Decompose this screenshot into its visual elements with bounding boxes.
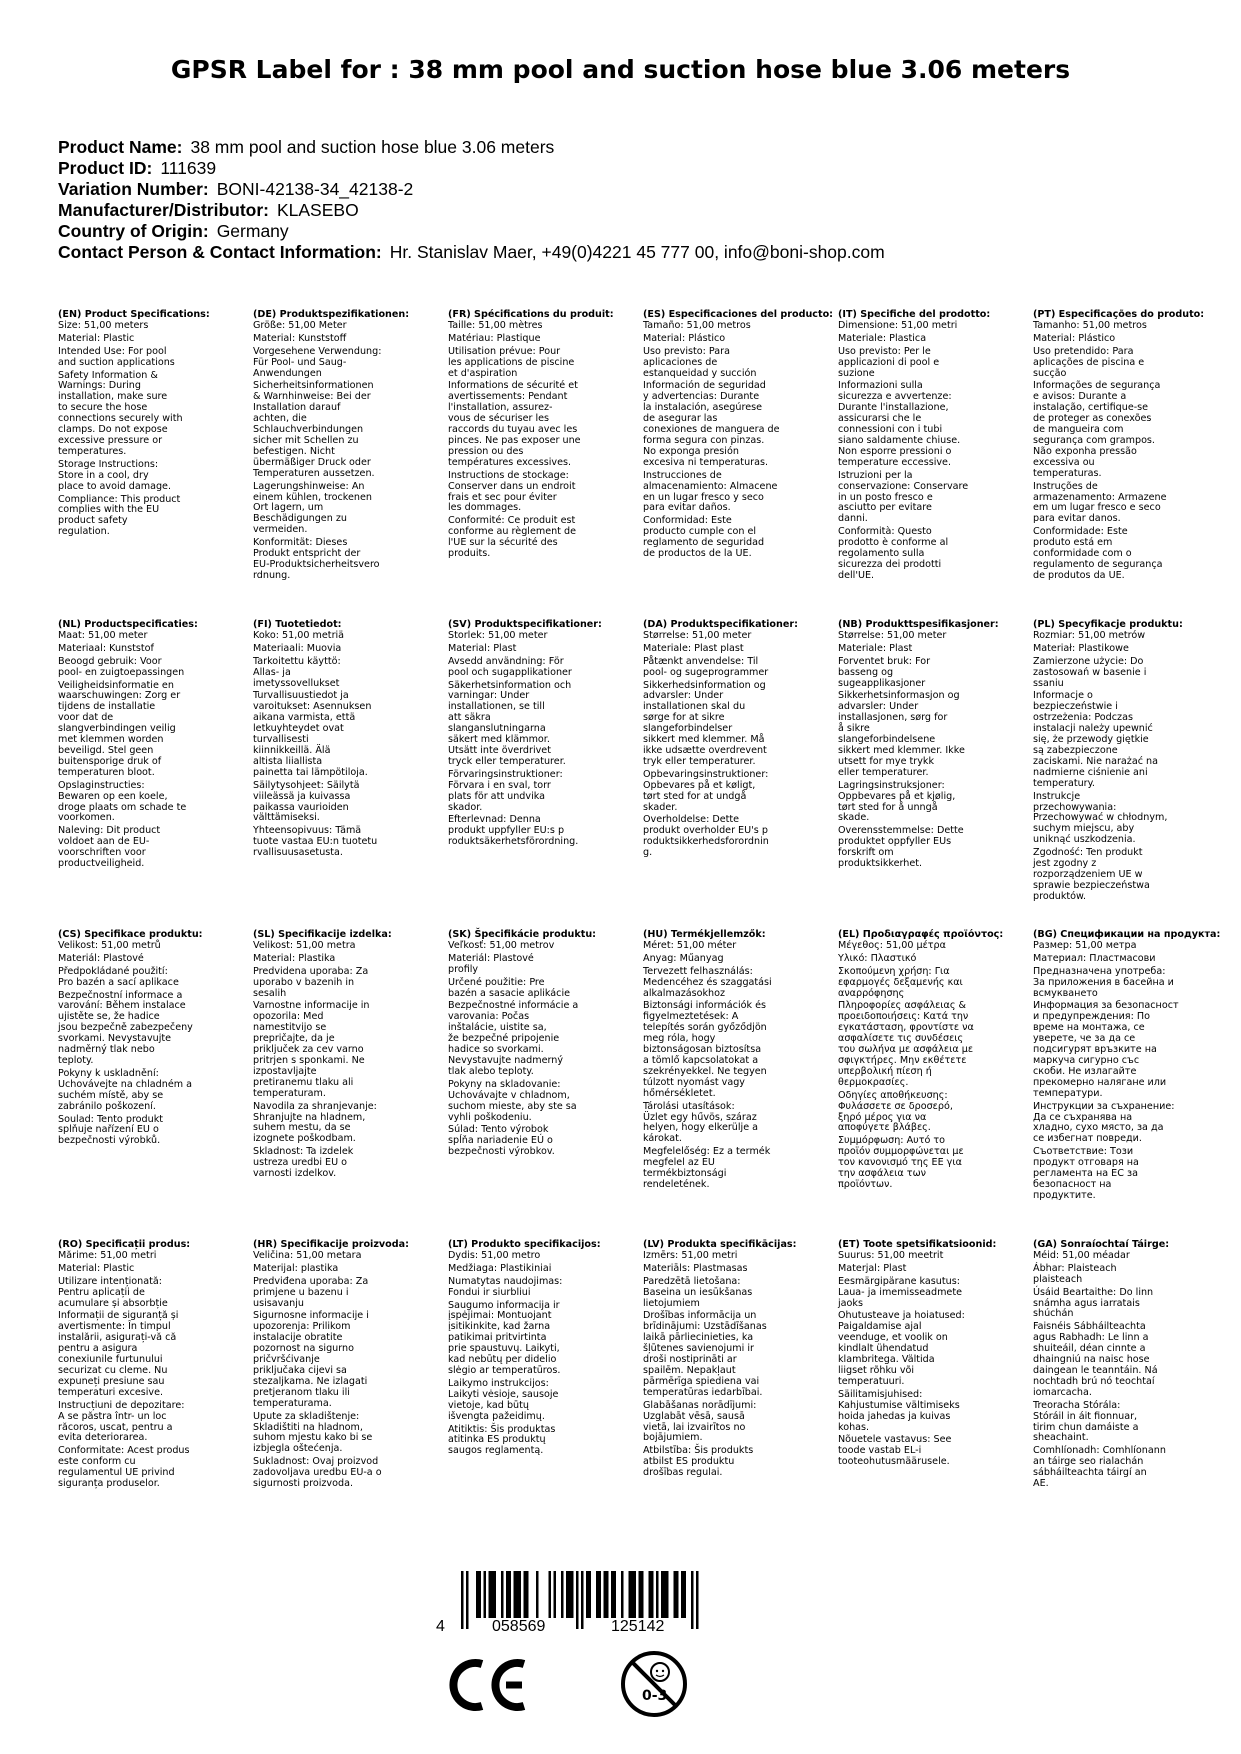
spec-line: Bezpečnostní informace a varování: Během instalace ujistěte se, že hadice jsou bezpečně zabezpečeny svorkami. Nevystavujte nadměrný tlak nebo teploty.	[58, 989, 193, 1066]
spec-line: Vorgesehene Verwendung: Für Pool- und Saug- Anwendungen	[253, 345, 382, 379]
spec-line: Size: 51,00 meters	[58, 319, 149, 331]
barcode-bar	[649, 1571, 652, 1618]
spec-line: Tervezett felhasználás: Medencéhez és szaggatási alkalmazásokhoz	[643, 965, 772, 999]
spec-line: Overensstemmelse: Dette produktet oppfyller EUs forskrift om produktsikkerhet.	[838, 825, 964, 870]
spec-line: Material: Plástico	[1033, 332, 1116, 344]
spec-line: Velikost: 51,00 metrů	[58, 939, 161, 951]
spec-heading: (RO) Specificații produs:	[58, 1239, 191, 1250]
barcode-bar	[549, 1571, 552, 1618]
spec-line: Förvaringsinstruktioner: Förvara i en sval, torr plats för att undvika skador.	[448, 768, 563, 813]
spec-line: Predvidena uporaba: Za uporabo v bazenih in sesalih	[253, 965, 369, 999]
spec-block	[253, 310, 443, 584]
barcode-bar	[569, 1571, 572, 1618]
spec-line: Uso previsto: Para aplicaciones de estanqueidad y succión	[643, 345, 757, 379]
spec-block	[838, 310, 1028, 584]
spec-line: Dimensione: 51,00 metri	[838, 319, 958, 331]
spec-line: Conformità: Questo prodotto è conforme al regolamento sulla sicurezza dei prodotti dell'UE.	[838, 526, 949, 581]
spec-heading: (HU) Termékjellemzők:	[643, 929, 766, 940]
spec-line: Veľkosť: 51,00 metrov	[448, 939, 555, 951]
spec-line: Sikkerhedsinformation og advarsler: Under installationen skal du sørge for at sikre slangeforbindelser sikkert med klemmer. Må ikke udsætte overdrevent tryk eller temperaturer.	[643, 679, 767, 767]
spec-line: Informações de segurança e avisos: Durante a instalação, certifique-se de proteger as conexões de mangueira com segurança com grampos. Não exponha pressão excessiva ou temperaturas.	[1033, 380, 1161, 479]
spec-line: Turvallisuustiedot ja varoitukset: Asennuksen aikana varmista, että letkuyhteydet ovat turvallisesti kiinnikkeillä. Älä altista liiallista painetta tai lämpötiloja.	[253, 690, 372, 778]
spec-line: Materiál: Plastové profily	[448, 952, 534, 975]
spec-line: Conformidad: Este producto cumple con el reglamento de seguridad de productos de la UE.	[643, 515, 765, 560]
spec-heading: (HR) Specifikacije proizvoda:	[253, 1239, 409, 1250]
barcode-bar	[661, 1571, 664, 1618]
country-of-origin-row	[58, 221, 1188, 242]
spec-line: Pokyny k uskladnění: Uchovávejte na chladném a suchém místě, aby se zabránilo poškození.	[58, 1067, 193, 1112]
spec-heading: (SV) Produktspecifikationer:	[448, 619, 602, 630]
page-title: GPSR Label for : 38 mm pool and suction hose blue 3.06 meters	[170, 55, 1071, 84]
spec-line: Sigurnosne informacije i upozorenja: Prilikom instalacije obratite pozornost na sigurno pričvršćivanje priključaka cijevi sa stezaljkama. Ne izlagati pretjeranom tlaku ili temperaturama.	[253, 1310, 369, 1409]
barcode-bar	[691, 1571, 694, 1629]
spec-line: Upute za skladištenje: Skladištiti na hladnom, suhom mjestu kako bi se izbjegla oštećenja.	[253, 1410, 373, 1455]
spec-line: Sukladnost: Ovaj proizvod zadovoljava uredbu EU-a o sigurnosti proizvoda.	[253, 1456, 382, 1490]
spec-line: Navodila za shranjevanje: Shranjujte na hladnem, suhem mestu, da se izognete poškodbam.	[253, 1100, 377, 1145]
barcode-bar	[629, 1571, 632, 1618]
barcode-bar	[491, 1571, 494, 1618]
spec-line: Инструкции за съхранение: Да се съхранява на хладно, сухо място, за да се избегнат повреди.	[1033, 1100, 1175, 1145]
spec-line: Opslaginstructies: Bewaren op een koele, droge plaats om schade te voorkomen.	[58, 779, 187, 824]
barcode-bar	[561, 1571, 564, 1618]
barcode-bar	[466, 1571, 469, 1629]
spec-line: Μέγεθος: 51,00 μέτρα	[838, 939, 946, 951]
ce-mark-icon	[448, 1656, 530, 1714]
spec-block	[838, 1240, 1028, 1470]
spec-line: Avsedd användning: För pool och sugapplikationer	[448, 655, 572, 678]
contact-row	[58, 242, 1188, 263]
spec-heading: (SK) Špecifikácie produktu:	[448, 929, 597, 940]
barcode-bar	[596, 1571, 599, 1618]
spec-block	[58, 620, 248, 872]
spec-line: Materiál: Plastové	[58, 952, 144, 964]
manufacturer-row	[58, 200, 1188, 221]
info-value: KLASEBO	[276, 200, 359, 220]
spec-block	[643, 1240, 833, 1481]
barcode-bar	[526, 1571, 529, 1618]
spec-line: Informazioni sulla sicurezza e avvertenze: Durante l'installazione, assicurarsi che le connessioni con i tubi siano saldamente chiuse. Non esporre pressioni o temperature eccessive.	[838, 380, 961, 468]
barcode-bar	[571, 1571, 574, 1618]
product-id-row	[58, 158, 1188, 179]
barcode-bar	[516, 1571, 519, 1618]
spec-heading: (LV) Produkta specifikācijas:	[643, 1239, 797, 1250]
spec-line: Glabāšanas norādījumi: Uzglabāt vēsā, sausā vietā, lai izvairītos no bojājumiem.	[643, 1399, 757, 1444]
barcode-first-digit: 4	[436, 1618, 445, 1635]
spec-block	[253, 930, 443, 1182]
spec-line: Úsáid Beartaithe: Do linn snámha agus iarratais shúchán	[1033, 1286, 1154, 1320]
barcode-bar	[606, 1571, 609, 1618]
spec-line: Информация за безопасност и предупреждения: По време на монтажа, се уверете, че за да се подсигурят връзките на маркуча сигурно със скоби. Не излагайте прекомерно налягане или температури.	[1033, 1000, 1179, 1099]
spec-line: Forventet bruk: For basseng og sugeapplikasjoner	[838, 655, 931, 689]
spec-line: Matériau: Plastique	[448, 332, 541, 344]
spec-line: Istruzioni per la conservazione: Conservare in un posto fresco e asciutto per evitare danni.	[838, 469, 969, 525]
barcode-bar	[484, 1571, 487, 1618]
spec-line: Opbevaringsinstruktioner: Opbevares på et køligt, tørt sted for at undgå skader.	[643, 768, 769, 813]
spec-line: Beoogd gebruik: Voor pool- en zuigtoepassingen	[58, 655, 185, 678]
spec-line: Información de seguridad y advertencias: Durante la instalación, asegúrese de asegurar las conexiones de manguera de forma segura con pinzas. No exponga presión excesiva ni temperaturas.	[643, 380, 780, 468]
spec-heading: (ET) Toote spetsifikatsioonid:	[838, 1239, 997, 1250]
spec-heading: (CS) Specifikace produktu:	[58, 929, 203, 940]
spec-line: Tarkoitettu käyttö: Allas- ja imetyssovellukset	[253, 655, 341, 689]
spec-line: Conformitate: Acest produs este conform cu regulamentul UE privind siguranța produselor.	[58, 1445, 190, 1490]
spec-line: Størrelse: 51,00 meter	[838, 629, 947, 641]
barcode-bar	[524, 1571, 527, 1618]
spec-line: Instruções de armazenamento: Armazene em um lugar fresco e seco para evitar danos.	[1033, 480, 1167, 525]
barcode-bar	[639, 1571, 642, 1618]
spec-line: Материал: Пластмасови	[1033, 952, 1156, 964]
spec-line: Dydis: 51,00 metro	[448, 1249, 541, 1261]
info-value: Germany	[216, 221, 289, 241]
info-label: Product Name:	[58, 137, 183, 157]
spec-block	[58, 310, 248, 540]
product-info	[58, 137, 1188, 263]
barcode-bar	[514, 1571, 517, 1618]
info-value: 38 mm pool and suction hose blue 3.06 meters	[190, 137, 555, 157]
spec-heading: (FR) Spécifications du produit:	[448, 309, 614, 320]
barcode-bar	[614, 1571, 617, 1618]
barcode-bar	[581, 1571, 584, 1629]
spec-line: Materjal: Plast	[838, 1262, 907, 1274]
spec-heading: (NL) Productspecificaties:	[58, 619, 198, 630]
spec-line: Materijal: plastika	[253, 1262, 339, 1274]
barcode-right-digits: 125142	[611, 1618, 665, 1635]
spec-line: Οδηγίες αποθήκευσης: Φυλάσσετε σε δροσερό, ξηρό μέρος για να αποφύγετε βλάβες.	[838, 1089, 953, 1134]
spec-line: Atbilstība: Šis produkts atbilst ES produktu drošības regulai.	[643, 1445, 754, 1479]
spec-line: Materiāls: Plastmasas	[643, 1262, 748, 1274]
spec-line: Medžiaga: Plastikiniai	[448, 1262, 552, 1274]
spec-block	[58, 1240, 248, 1492]
info-value: BONI-42138-34_42138-2	[216, 179, 414, 199]
spec-heading: (NB) Produkttspesifikasjoner:	[838, 619, 999, 630]
barcode-bar	[599, 1571, 602, 1618]
spec-line: Safety Information & Warnings: During installation, make sure to secure the hose connections securely with clamps. Do not expose excessive pressure or temperatures.	[58, 369, 183, 457]
spec-line: Sikkerhetsinformasjon og advarsler: Under installasjonen, sørg for å sikre slangeforbindelsene sikkert med klemmer. Ikke utsett for mye trykk eller temperaturer.	[838, 690, 965, 778]
barcode-bar	[641, 1571, 644, 1618]
spec-line: Material: Plástico	[643, 332, 726, 344]
barcode-bar	[506, 1571, 509, 1618]
spec-line: Säilitamisjuhised: Kahjustumise vältimiseks hoida jahedas ja kuivas kohas.	[838, 1388, 960, 1433]
barcode-bar	[536, 1571, 539, 1618]
barcode-bar	[476, 1571, 479, 1618]
spec-line: Informations de sécurité et avertissements: Pendant l'installation, assurez- vous de sécuriser les raccords du tuyau avec les pinces. Ne pas exposer une pression ou des températures excessives.	[448, 380, 581, 468]
spec-line: Material: Plastic	[58, 1262, 135, 1274]
spec-line: Material: Kunststoff	[253, 332, 347, 344]
spec-block	[448, 310, 638, 562]
spec-line: Utilizare intenționată: Pentru aplicații de acumulare și absorbție	[58, 1275, 168, 1309]
spec-block	[1033, 310, 1223, 584]
barcode-bar	[509, 1571, 512, 1618]
spec-heading: (EL) Προδιαγραφές προϊόντος:	[838, 929, 1004, 940]
info-value: 111639	[160, 158, 217, 178]
spec-line: Izmērs: 51,00 metri	[643, 1249, 738, 1261]
spec-line: Ábhar: Plaisteach plaisteach	[1033, 1262, 1117, 1285]
spec-line: Υλικό: Πλαστικό	[838, 952, 917, 964]
spec-block	[448, 930, 638, 1160]
spec-line: Skladnost: Ta izdelek ustreza uredbi EU o varnosti izdelkov.	[253, 1146, 354, 1180]
spec-line: Instrucciones de almacenamiento: Almacene en un lugar fresco y seco para evitar daños.	[643, 469, 778, 514]
spec-block	[1033, 620, 1223, 905]
spec-line: Sicherheitsinformationen & Warnhinweise: Bei der Installation darauf achten, die Schlauchverbindungen sicher mit Schellen zu befestigen. Nicht übermäßiger Druck oder Temperaturen aussetzen.	[253, 380, 375, 479]
spec-line: Méid: 51,00 méadar	[1033, 1249, 1130, 1261]
spec-line: Intended Use: For pool and suction applications	[58, 345, 175, 368]
info-label: Variation Number:	[58, 179, 209, 199]
ean-barcode	[434, 1571, 734, 1646]
spec-line: Material: Plastic	[58, 332, 135, 344]
spec-line: Taille: 51,00 mètres	[448, 319, 543, 331]
barcode-bar	[604, 1571, 607, 1618]
spec-line: Conformité: Ce produit est conforme au règlement de l'UE sur la sécurité des produits.	[448, 515, 576, 560]
spec-line: Treoracha Stórála: Stóráil in áit fionnuar, tirim chun damáiste a sheachaint.	[1033, 1399, 1139, 1444]
barcode-bar	[651, 1571, 654, 1618]
barcode-left-digits: 058569	[492, 1618, 546, 1635]
spec-line: Instrukcje przechowywania: Przechowywać w chłodnym, suchym miejscu, aby uniknąć uszkodzenia.	[1033, 790, 1168, 846]
spec-line: Größe: 51,00 Meter	[253, 319, 347, 331]
spec-line: Materiale: Plast	[838, 642, 913, 654]
barcode-bar	[589, 1571, 592, 1618]
barcode-bar	[621, 1571, 624, 1618]
spec-line: Anyag: Műanyag	[643, 952, 724, 964]
spec-line: Materiale: Plastica	[838, 332, 927, 344]
spec-line: Påtænkt anvendelse: Til pool- og sugeprogrammer	[643, 655, 769, 678]
spec-line: Veličina: 51,00 metara	[253, 1249, 362, 1261]
spec-line: Eesmärgipärane kasutus: Laua- ja imemisseadmete jaoks	[838, 1275, 962, 1309]
spec-line: Materiale: Plast plast	[643, 642, 744, 654]
spec-line: Naleving: Dit product voldoet aan de EU- voorschriften voor productveiligheid.	[58, 825, 161, 870]
barcode-bar	[479, 1571, 482, 1618]
spec-line: Laikymo instrukcijos: Laikyti vėsioje, sausoje vietoje, kad būtų išvengta pažeidimų.	[448, 1377, 559, 1422]
spec-line: Materiał: Plastikowe	[1033, 642, 1129, 654]
spec-line: Lagerungshinweise: An einem kühlen, trockenen Ort lagern, um Beschädigungen zu vermeiden.	[253, 480, 372, 536]
spec-heading: (DE) Produktspezifikationen:	[253, 309, 410, 320]
spec-line: Uso previsto: Per le applicazioni di pool e suzione	[838, 345, 940, 379]
spec-line: Instrucțiuni de depozitare: A se păstra într- un loc răcoros, uscat, pentru a evita deteriorarea.	[58, 1399, 185, 1444]
barcode-bar	[681, 1571, 684, 1618]
spec-heading: (GA) Sonraíochtaí Táirge:	[1033, 1239, 1170, 1250]
spec-line: Storlek: 51,00 meter	[448, 629, 548, 641]
barcode-bar	[674, 1571, 677, 1618]
spec-block	[838, 930, 1028, 1193]
not-for-children-0-3-icon	[620, 1650, 688, 1718]
spec-line: Tamanho: 51,00 metros	[1033, 319, 1147, 331]
spec-block	[253, 1240, 443, 1492]
spec-line: Maat: 51,00 meter	[58, 629, 148, 641]
spec-line: Предназначена употреба: За приложения в басейна и всмукването	[1033, 965, 1174, 999]
barcode-bar	[666, 1571, 669, 1618]
spec-line: Ohutusteave ja hoiatused: Paigaldamise ajal veenduge, et voolik on kindlalt ühendatud klambritega. Vältida liigset rõhku või temperatuuri.	[838, 1310, 965, 1387]
spec-line: Tárolási utasítások: Üzlet egy hűvös, száraz helyen, hogy elkerülje a károkat.	[643, 1100, 759, 1145]
spec-line: Pokyny na skladovanie: Uchovávajte v chladnom, suchom mieste, aby ste sa vyhli poškodeniu.	[448, 1078, 577, 1123]
spec-heading: (FI) Tuotetiedot:	[253, 619, 342, 630]
spec-line: Uso pretendido: Para aplicações de piscina e sucção	[1033, 345, 1145, 379]
variation-number-row	[58, 179, 1188, 200]
spec-heading: (LT) Produkto specifikacijos:	[448, 1239, 601, 1250]
spec-heading: (BG) Спецификации на продукта:	[1033, 929, 1221, 940]
product-name-row	[58, 137, 1188, 158]
barcode-bar	[656, 1571, 659, 1618]
spec-line: Πληροφορίες ασφάλειας & προειδοποιήσεις: Κατά την εγκατάσταση, φροντίστε να ασφαλίσετε τις συνδέσεις του σωλήνα με ασφάλεια με σφιγκτήρες. Μην εκθέτετε υπερβολική πίεση ή θερμοκρασίες.	[838, 1000, 974, 1088]
spec-line: Efterlevnad: Denna produkt uppfyller EU:s p roduktsäkerhetsförordning.	[448, 814, 579, 848]
spec-line: Yhteensopivuus: Tämä tuote vastaa EU:n tuotetu rvallisuusasetusta.	[253, 825, 378, 859]
spec-line: Biztonsági információk és figyelmeztetések: A telepítés során győződjön meg róla, hogy biztonságosan biztosítsa a tömlő kapcsolatokat a szekrényekkel. Ne tegyen túlzott nyomást vagy hőmérsékletet.	[643, 1000, 767, 1099]
spec-block	[1033, 1240, 1223, 1492]
spec-block	[448, 620, 638, 850]
spec-line: Material: Plast	[448, 642, 517, 654]
spec-line: Určené použitie: Pre bazén a sasacie aplikácie	[448, 976, 571, 999]
spec-line: Koko: 51,00 metriä	[253, 629, 345, 641]
barcode-bar	[611, 1571, 614, 1618]
spec-line: Tamaño: 51,00 metros	[643, 319, 751, 331]
spec-line: Veiligheidsinformatie en waarschuwingen: Zorg er tijdens de installatie voor dat de slangverbindingen veilig met klemmen worden beveiligd. Stel geen buitensporige druk of temperaturen bloot.	[58, 679, 181, 778]
spec-block	[1033, 930, 1223, 1204]
spec-line: Atitiktis: Šis produktas atitinka ES produktų saugos reglamentą.	[448, 1423, 556, 1457]
barcode-bar	[494, 1571, 497, 1618]
spec-line: Předpokládané použití: Pro bazén a sací aplikace	[58, 965, 179, 988]
spec-line: Varnostne informacije in opozorila: Med namestitvijo se prepričajte, da je priključek za cev varno pritrjen s sponkami. Ne izpostavljajte pretiranemu tlaku ali temperaturam.	[253, 1000, 370, 1099]
spec-block	[838, 620, 1028, 872]
spec-heading: (PT) Especificações do produto:	[1033, 309, 1205, 320]
info-label: Product ID:	[58, 158, 153, 178]
spec-line: Размер: 51,00 метра	[1033, 939, 1137, 951]
spec-line: Megfelelőség: Ez a termék megfelel az EU termékbiztonsági rendeletének.	[643, 1146, 771, 1190]
spec-line: Rozmiar: 51,00 metrów	[1033, 629, 1146, 641]
spec-line: Lagringsinstruksjoner: Oppbevares på et kjølig, tørt sted for å unngå skade.	[838, 779, 956, 824]
info-label: Contact Person & Contact Information:	[58, 242, 382, 262]
spec-line: Méret: 51,00 méter	[643, 939, 737, 951]
barcode-bar	[489, 1571, 492, 1618]
spec-heading: (DA) Produktspecifikationer:	[643, 619, 798, 630]
spec-line: Predviđena uporaba: Za primjene u bazenu i usisavanju	[253, 1275, 369, 1309]
spec-line: Informații de siguranță și avertismente: În timpul instalării, asigurați-vă că pentru a asigura conexiunile furtunului securizat cu cleme. Nu expuneți presiune sau temperaturi excesive.	[58, 1310, 179, 1398]
spec-line: Conformidade: Este produto está em conformidade com o regulamento de segurança de produtos da UE.	[1033, 526, 1163, 581]
spec-line: Comhlíonadh: Comhlíonann an táirge seo rialachán sábháilteachta táirgí an AE.	[1033, 1445, 1166, 1490]
barcode-bar	[519, 1571, 522, 1618]
info-label: Manufacturer/Distributor:	[58, 200, 269, 220]
spec-line: Paredzētā lietošana: Baseina un iesūkšanas lietojumiem	[643, 1275, 753, 1309]
barcode-bar	[664, 1571, 667, 1618]
spec-line: Compliance: This product complies with the EU product safety regulation.	[58, 493, 181, 538]
spec-line: Σκοπούμενη χρήση: Για εφαρμογές δεξαμενής και αναρρόφησης	[838, 965, 963, 999]
spec-block	[253, 620, 443, 861]
spec-block	[58, 930, 248, 1149]
spec-line: Materiaali: Muovia	[253, 642, 342, 654]
spec-line: Säilytysohjeet: Säilytä viileässä ja kuivassa paikassa vaurioiden välttämiseksi.	[253, 779, 360, 824]
spec-block	[643, 620, 833, 861]
spec-block	[643, 310, 833, 562]
barcode-bar	[501, 1571, 504, 1618]
spec-line: Konformität: Dieses Produkt entspricht der EU-Produktsicherheitsvero rdnung.	[253, 537, 380, 581]
spec-line: Suurus: 51,00 meetrit	[838, 1249, 944, 1261]
barcode-bar	[554, 1571, 557, 1618]
barcode-bar	[586, 1571, 589, 1618]
spec-heading: (PL) Specyfikacje produktu:	[1033, 619, 1183, 630]
barcode-bar	[696, 1571, 699, 1629]
spec-line: Súlad: Tento výrobok spĺňa nariadenie EÚ o bezpečnosti výrobkov.	[448, 1124, 555, 1158]
spec-line: Zgodność: Ten produkt jest zgodny z rozporządzeniem UE w sprawie bezpieczeństwa produktów.	[1033, 847, 1150, 902]
spec-line: Informacje o bezpieczeństwie i ostrzeżenia: Podczas instalacji należy upewnić się, że przewody giętkie są zabezpieczone zaciskami. Nie narażać na nadmierne ciśnienie ani temperatury.	[1033, 690, 1159, 789]
spec-line: Overholdelse: Dette produkt overholder EU's p roduktsikkerhedsforordnin g.	[643, 814, 769, 859]
spec-heading: (ES) Especificaciones del producto:	[643, 309, 834, 320]
spec-line: Velikost: 51,00 metra	[253, 939, 356, 951]
spec-line: Mărime: 51,00 metri	[58, 1249, 157, 1261]
spec-heading: (SL) Specifikacije izdelka:	[253, 929, 392, 940]
spec-line: Zamierzone użycie: Do zastosowań w basenie i ssaniu	[1033, 655, 1147, 689]
spec-line: Drošības informācija un brīdinājumi: Uzstādīšanas laikā pārliecinieties, ka šļūtenes savienojumi ir droši nostiprināti ar spailēm. Nepakļaut pārmērīga spiediena vai temperatūras iedarbībai.	[643, 1310, 767, 1398]
spec-line: Materiaal: Kunststof	[58, 642, 154, 654]
spec-line: Instructions de stockage: Conserver dans un endroit frais et sec pour éviter les dommages.	[448, 469, 576, 514]
info-value: Hr. Stanislav Maer, +49(0)4221 45 777 00, info@boni-shop.com	[389, 242, 885, 262]
barcode-bar	[676, 1571, 679, 1618]
spec-block	[643, 930, 833, 1193]
barcode-bar	[461, 1571, 464, 1629]
barcode-bar	[631, 1571, 634, 1618]
spec-line: Material: Plastika	[253, 952, 336, 964]
spec-heading: (EN) Product Specifications:	[58, 309, 210, 320]
spec-line: Säkerhetsinformation och varningar: Under installationen, se till att säkra slanganslutningarna säkert med klämmor. Utsätt inte överdrivet tryck eller temperaturer.	[448, 679, 572, 767]
spec-line: Soulad: Tento produkt splňuje nařízení EU o bezpečnosti výrobků.	[58, 1113, 164, 1147]
spec-line: Storage Instructions: Store in a cool, dry place to avoid damage.	[58, 458, 172, 492]
barcode-bar	[634, 1571, 637, 1618]
spec-line: Nõuetele vastavus: See toode vastab EL-i tooteohutusmäärusele.	[838, 1434, 952, 1468]
spec-line: Utilisation prévue: Pour les applications de piscine et d'aspiration	[448, 345, 575, 379]
barcode-bar	[576, 1571, 579, 1629]
spec-line: Συμμόρφωση: Αυτό το προϊόν συμμορφώνεται με τον κανονισμό της ΕΕ για την ασφάλεια των προϊόντων.	[838, 1135, 964, 1190]
age-label: 0-3	[642, 1688, 668, 1704]
barcode-bar	[566, 1571, 569, 1618]
spec-line: Съответствие: Този продукт отговаря на регламента на ЕС за безопасност на продуктите.	[1033, 1146, 1139, 1201]
info-label: Country of Origin:	[58, 221, 209, 241]
spec-block	[448, 1240, 638, 1459]
spec-line: Bezpečnostné informácie a varovania: Počas inštalácie, uistite sa, že bezpečné pripojenie hadice so svorkami. Nevystavujte nadmerný tlak alebo teploty.	[448, 1000, 579, 1077]
spec-heading: (IT) Specifiche del prodotto:	[838, 309, 991, 320]
barcode-bar	[684, 1571, 687, 1618]
spec-line: Numatytas naudojimas: Fondui ir siurbliui	[448, 1275, 563, 1298]
spec-line: Faisnéis Sábháilteachta agus Rabhadh: Le linn a shuiteáil, déan cinnte a dhaingniú na naisc hose daingean le teanntáin. Ná nochtadh brú nó teochtaí iomarcacha.	[1033, 1321, 1158, 1398]
spec-line: Størrelse: 51,00 meter	[643, 629, 752, 641]
spec-line: Saugumo informacija ir įspėjimai: Montuojant įsitikinkite, kad žarna patikimai pritvirtinta prie spaustuvų. Laikyti, kad nebūtų per didelio slėgio ar temperatūros.	[448, 1299, 561, 1376]
